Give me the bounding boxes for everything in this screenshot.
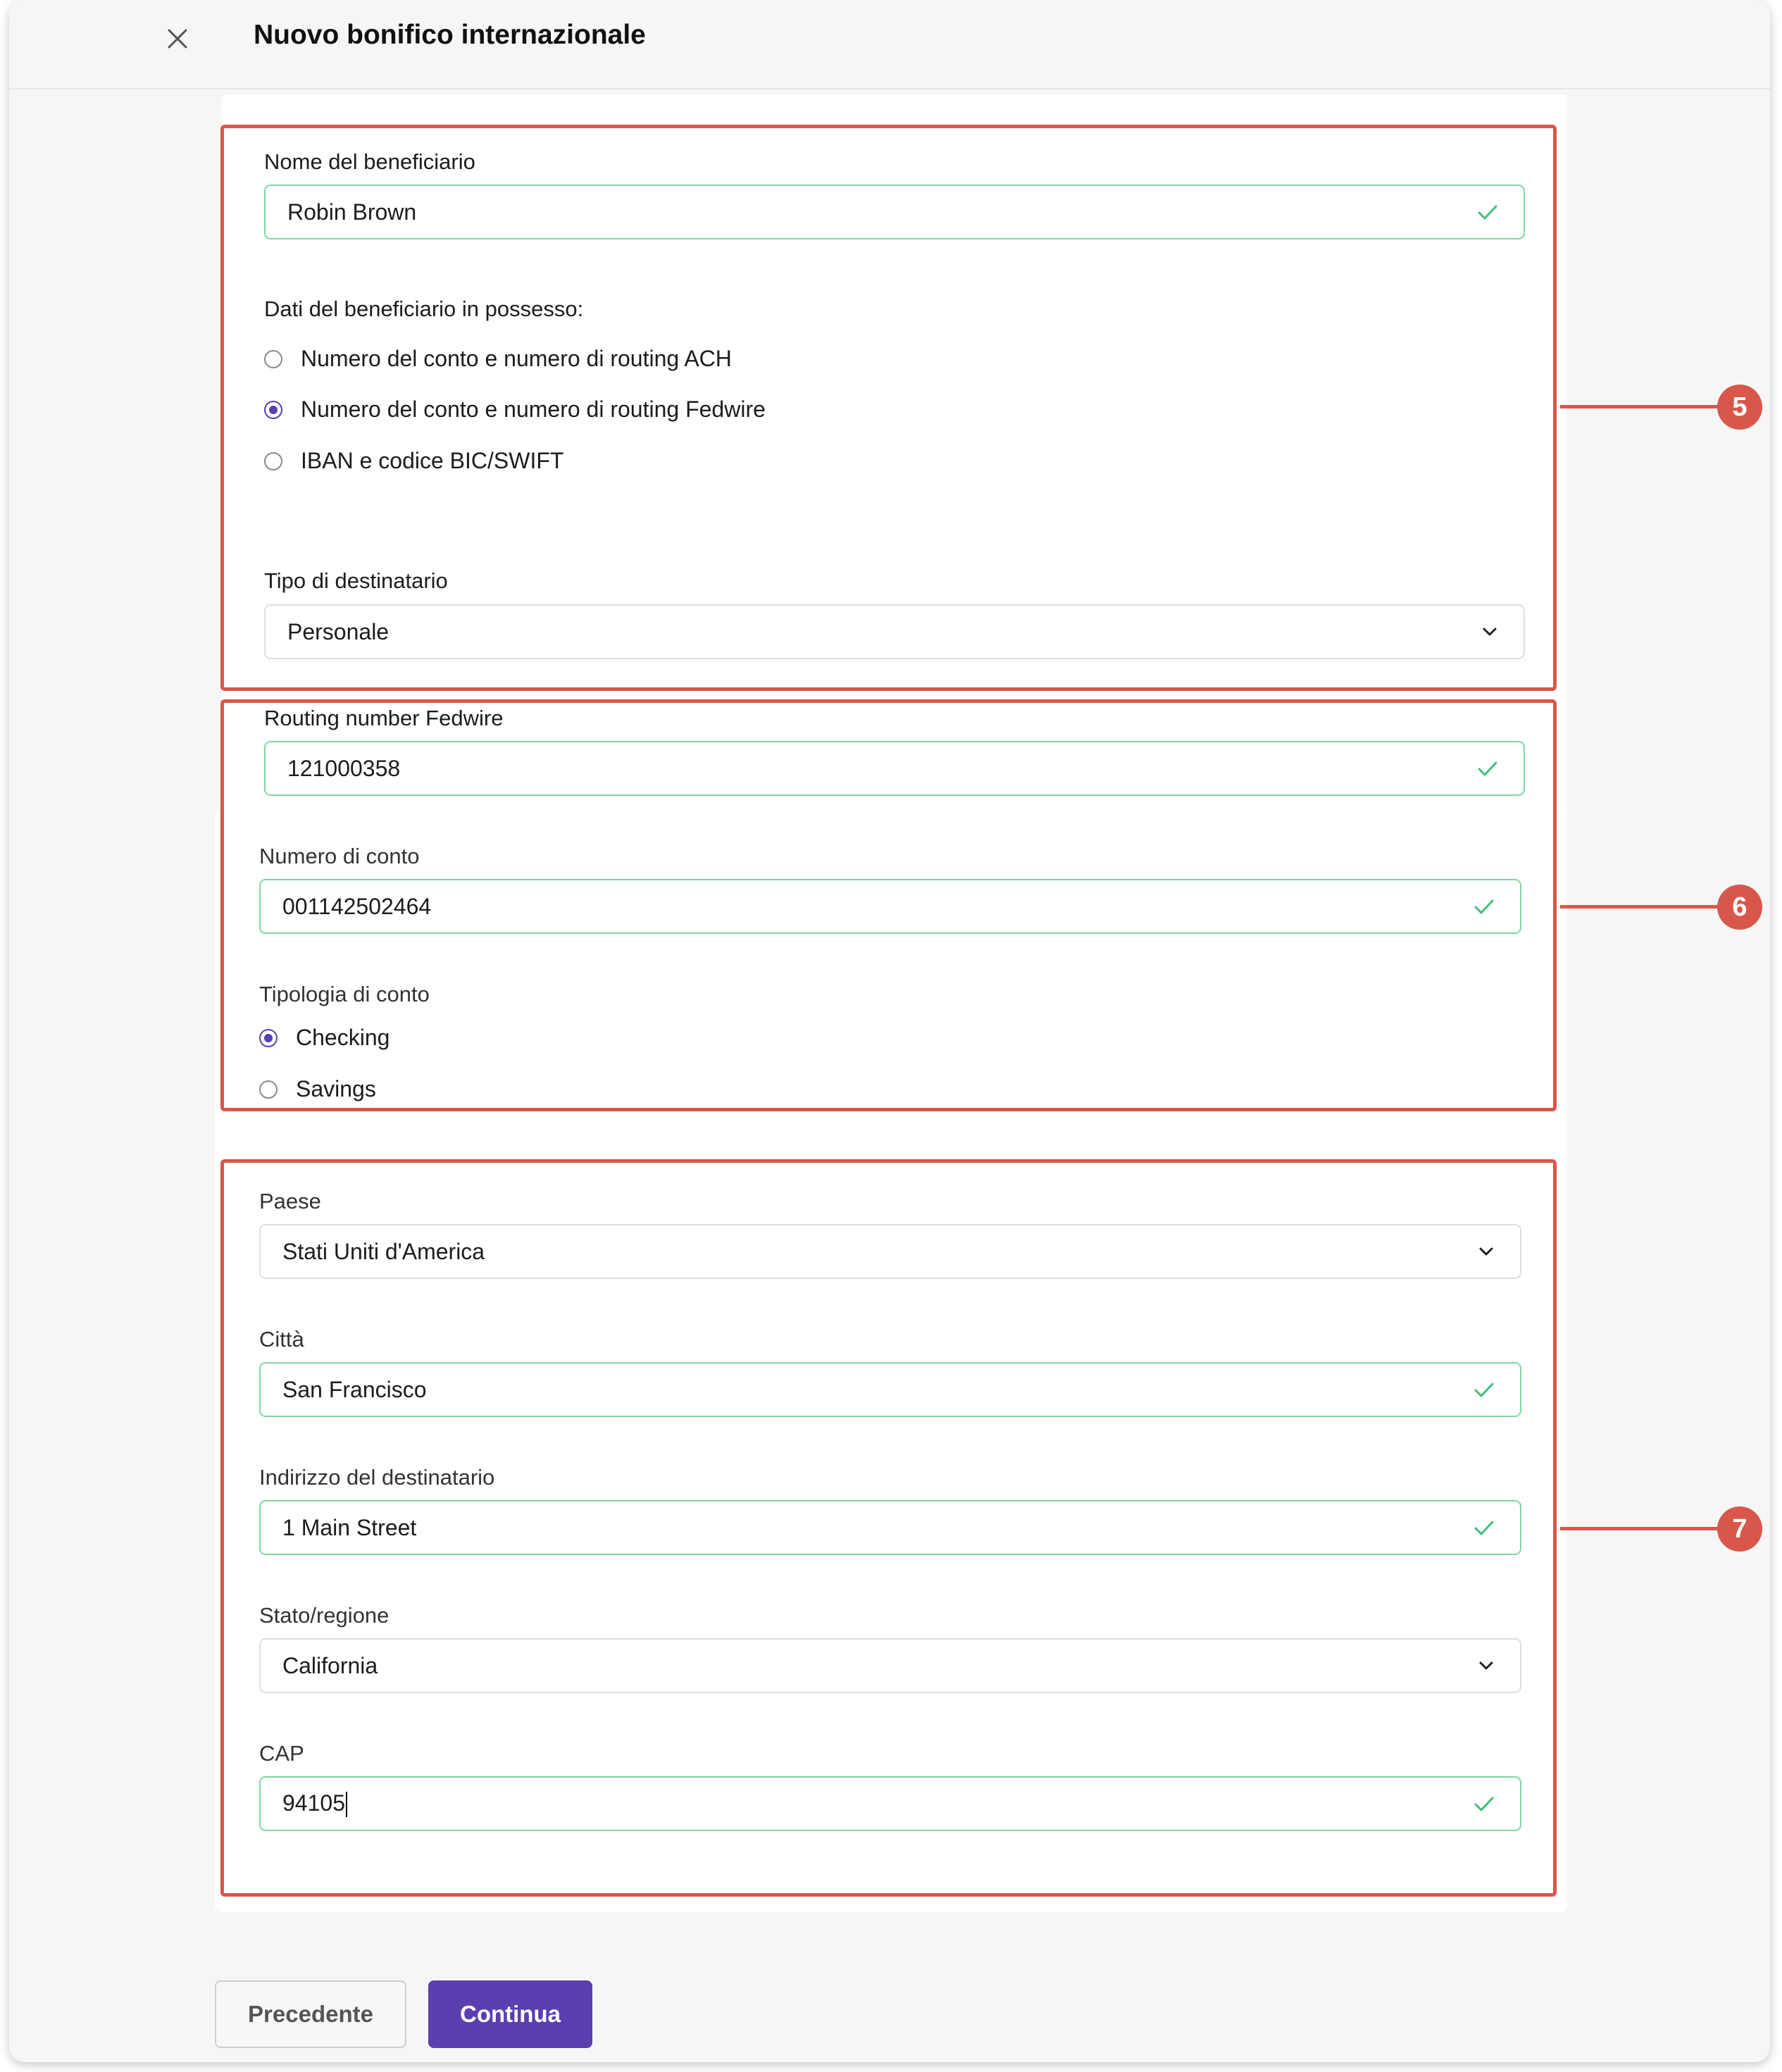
state-value: California [282, 1652, 378, 1678]
recipient-type-value: Personale [287, 618, 390, 644]
highlight-box-5 [220, 125, 1557, 691]
city-label: Città [259, 1327, 304, 1352]
radio-checking-label: Checking [296, 1025, 390, 1050]
callout-line-7 [1560, 1527, 1722, 1530]
account-type-label: Tipologia di conto [259, 982, 430, 1006]
callout-badge-6: 6 [1717, 885, 1762, 930]
callout-badge-5: 5 [1717, 385, 1762, 430]
city-value: San Francisco [282, 1376, 427, 1402]
close-icon [167, 28, 188, 49]
highlight-box-6 [220, 699, 1557, 1111]
radio-fedwire-label: Numero del conto e numero di routing Fedwire [301, 397, 766, 422]
account-number-value: 001142502464 [282, 893, 432, 919]
beneficiary-details-label: Dati del beneficiario in possesso: [264, 297, 584, 321]
street-label: Indirizzo del destinatario [259, 1465, 495, 1490]
state-label: Stato/regione [259, 1603, 390, 1628]
callout-line-5 [1560, 405, 1722, 408]
back-button[interactable]: Precedente [215, 1980, 406, 2048]
zip-label: CAP [259, 1741, 304, 1766]
continue-button[interactable]: Continua [428, 1980, 592, 2048]
radio-iban-label: IBAN e codice BIC/SWIFT [301, 448, 564, 473]
callout-line-6 [1560, 905, 1722, 909]
zip-value: 94105 [282, 1790, 345, 1816]
account-number-label: Numero di conto [259, 844, 420, 868]
radio-ach-label: Numero del conto e numero di routing ACH [301, 346, 732, 371]
beneficiary-name-label: Nome del beneficiario [264, 149, 475, 174]
callout-badge-7: 7 [1717, 1506, 1762, 1552]
country-label: Paese [259, 1189, 321, 1213]
routing-number-value: 121000358 [287, 755, 401, 781]
street-value: 1 Main Street [282, 1514, 417, 1540]
highlight-box-7 [220, 1159, 1557, 1897]
close-button[interactable] [163, 24, 192, 54]
recipient-type-label: Tipo di destinatario [264, 568, 448, 593]
header [9, 0, 1770, 89]
beneficiary-name-value: Robin Brown [287, 199, 417, 225]
radio-savings-label: Savings [296, 1076, 376, 1101]
country-value: Stati Uniti d'America [282, 1238, 485, 1264]
routing-number-label: Routing number Fedwire [264, 706, 504, 730]
page-title: Nuovo bonifico internazionale [254, 20, 646, 50]
